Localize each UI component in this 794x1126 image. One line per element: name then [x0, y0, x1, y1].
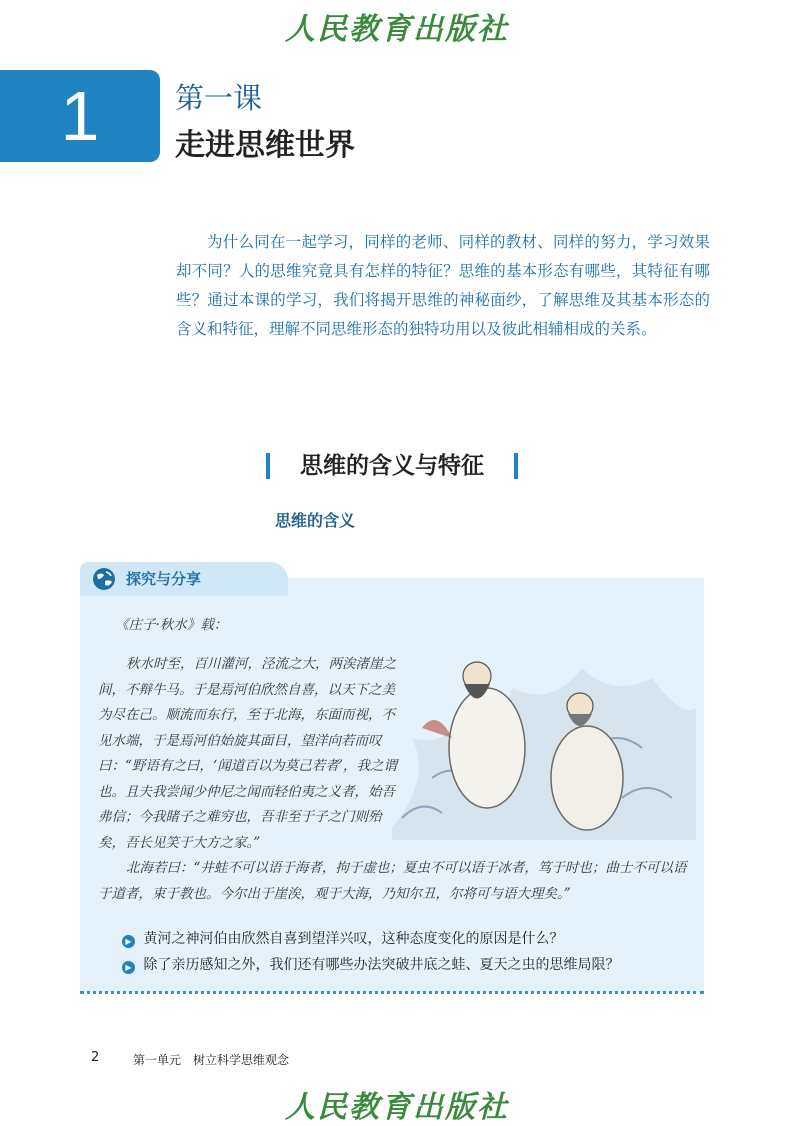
quote-paragraph-2: 北海若曰：“井蛙不可以语于海者，拘于虚也；夏虫不可以语于冰者，笃于时也；曲士不可以语于道者，束于教也。今尔出于崖涘，观于大海，乃知尔丑，尔将可与语大理矣。” — [98, 860, 687, 902]
question-text: 除了亲历感知之外，我们还有哪些办法突破井底之蛙、夏天之虫的思维局限？ — [143, 957, 620, 973]
lesson-label: 第一课 — [175, 81, 263, 115]
explore-share-label: 探究与分享 — [126, 570, 202, 588]
globe-icon — [92, 567, 116, 591]
question-list — [122, 926, 619, 978]
subsection-title: 思维的含义 — [275, 511, 356, 530]
running-footer: 第一单元 树立科学思维观念 — [133, 1053, 290, 1067]
section-title: 思维的含义与特征 — [300, 453, 484, 479]
quote-passage — [98, 652, 690, 907]
question-item — [122, 926, 619, 952]
lesson-number-block: 1 — [0, 70, 160, 162]
arrow-bullet-icon: ▶ — [122, 961, 135, 974]
quote-paragraph-1: 秋水时至，百川灌河，泾流之大，两涘渚崖之间，不辩牛马。于是焉河伯欣然自喜，以天下之美为尽在己。顺流而东行，至于北海，东面而视，不见水端，于是焉河伯始旋其面目，望洋向若而叹曰：“野语有之曰，‘闻道百以为莫己若者’，我之谓也。且夫我尝闻少仲尼之闻而轻伯夷之义者，始吾弗信；今我睹子之难穷也，吾非至于子之门则殆矣，吾长见笑于大方之家。” — [98, 656, 397, 851]
section-bar-right — [514, 453, 518, 479]
publisher-logo-bottom: 人民教育出版社 — [285, 1090, 509, 1125]
explore-share-tab — [80, 562, 288, 596]
section-bar-left — [266, 453, 270, 479]
section-heading — [266, 448, 518, 484]
question-item — [122, 952, 619, 978]
box-dotted-border — [80, 991, 704, 994]
arrow-bullet-icon: ▶ — [122, 935, 135, 948]
lesson-intro: 为什么同在一起学习，同样的老师、同样的教材、同样的努力，学习效果却不同？人的思维究竟具有怎样的特征？思维的基本形态有哪些，其特征有哪些？通过本课的学习，我们将揭开思维的神秘面纱，了解思维及其基本形态的含义和特征，理解不同思维形态的独特功用以及彼此相辅相成的关系。 — [176, 233, 710, 338]
question-text: 黄河之神河伯由欣然自喜到望洋兴叹，这种态度变化的原因是什么？ — [143, 931, 564, 947]
publisher-logo-top: 人民教育出版社 — [285, 12, 509, 47]
lesson-title: 走进思维世界 — [175, 128, 355, 163]
page-number: 2 — [91, 1050, 100, 1065]
quote-source: 《庄子·秋水》载： — [115, 617, 228, 633]
